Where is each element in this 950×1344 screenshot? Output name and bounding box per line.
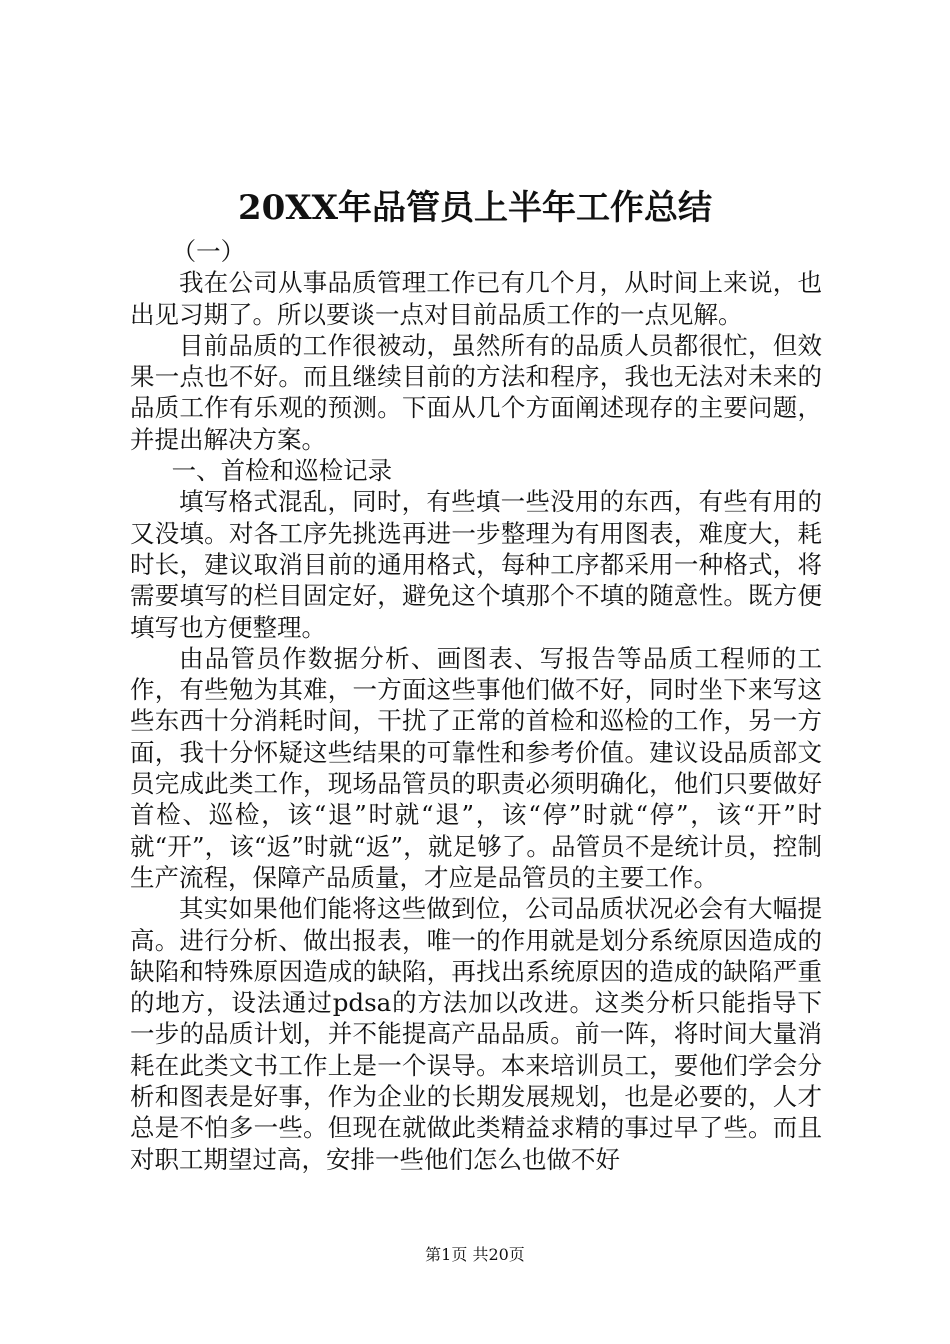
page-footer: 第1页 共20页 [425, 1245, 525, 1264]
document-title: 20XX年品管员上半年工作总结 [237, 188, 713, 228]
paragraph: 我在公司从事品质管理工作已有几个月，从时间上来说，也出见习期了。所以要谈一点对目前品质工作的一点见解。 [130, 268, 822, 329]
section-marker: （一） [171, 237, 246, 266]
paragraph: 填写格式混乱，同时，有些填一些没用的东西，有些有用的又没填。对各工序先挑选再进一步整理为有用图表，难度大，耗时长，建议取消目前的通用格式，每种工序都采用一种格式，将需要填写的栏目固定好，避免这个填那个不填的随意性。既方便填写也方便整理。 [130, 487, 822, 642]
paragraph: 其实如果他们能将这些做到位，公司品质状况必会有大幅提高。进行分析、做出报表，唯一的作用就是划分系统原因造成的缺陷和特殊原因造成的缺陷，再找出系统原因的造成的缺陷严重的地方，设法通过pdsa的方法加以改进。这类分析只能指导下一步的品质计划，并不能提高产品品质。前一阵，将时间大量消耗在此类文书工作上是一个误导。本来培训员工，要他们学会分析和图表是好事，作为企业的长期发展规划，也是必要的，人才总是不怕多一些。但现在就做此类精益求精的事过早了些。而且对职工期望过高，安排一些他们怎么也做不好 [130, 894, 822, 1174]
section-heading: 一、首检和巡检记录 [171, 456, 393, 486]
document-body [130, 236, 822, 1175]
paragraph: 目前品质的工作很被动，虽然所有的品质人员都很忙，但效果一点也不好。而且继续目前的方法和程序，我也无法对未来的品质工作有乐观的预测。下面从几个方面阐述现存的主要问题，并提出解决方案。 [130, 330, 822, 454]
paragraph: 由品管员作数据分析、画图表、写报告等品质工程师的工作，有些勉为其难，一方面这些事他们做不好，同时坐下来写这些东西十分消耗时间，干扰了正常的首检和巡检的工作，另一方面，我十分怀疑这些结果的可靠性和参考价值。建议设品质部文员完成此类工作，现场品管员的职责必须明确化，他们只要做好首检、巡检，该“退”时就“退”，该“停”时就“停”，该“开”时就“开”，该“返”时就“返”，就足够了。品管员不是统计员，控制生产流程，保障产品质量，才应是品管员的主要工作。 [130, 643, 822, 892]
